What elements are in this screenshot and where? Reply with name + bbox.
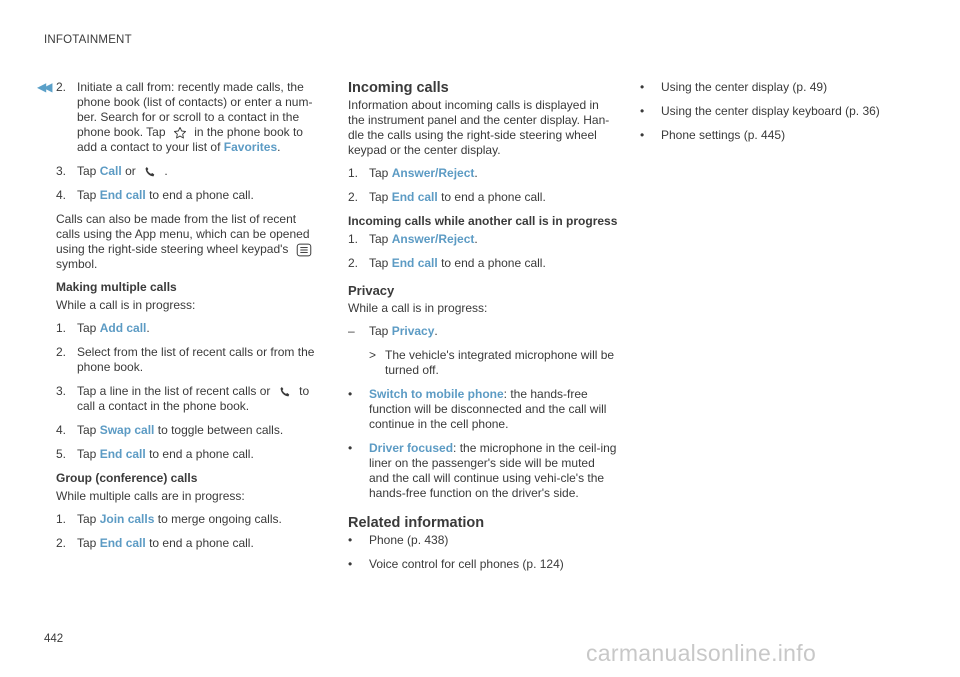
related-item[interactable]: • Voice control for cell phones (p. 124) (348, 557, 564, 571)
phone-icon (278, 385, 292, 399)
answer-reject-link[interactable]: Answer/Reject (391, 232, 475, 246)
answer-reject-link[interactable]: Answer/Reject (391, 166, 475, 180)
group-step-1: 1. Tap Join calls to merge ongoing calls. (56, 512, 282, 526)
incoming-step-1: 1. Tap Answer/Reject. (348, 166, 478, 180)
end-call-link[interactable]: End call (99, 188, 146, 202)
another-step-1: 1. Tap Answer/Reject. (348, 232, 478, 246)
page-number: 442 (44, 633, 64, 645)
incoming-calls-heading: Incoming calls (348, 80, 449, 96)
back-arrows-icon[interactable]: ◀◀ (37, 80, 50, 94)
step-3: 3. Tap Call or . (56, 164, 168, 178)
star-icon (173, 126, 187, 140)
related-info-heading: Related information (348, 515, 485, 531)
another-call-heading: Incoming calls while another call is in progress (348, 214, 618, 228)
multi-step-3: 3. Tap a line in the list of recent calls or to call a contact in the phone book. (56, 384, 310, 413)
list-menu-icon (296, 243, 312, 257)
multi-step-5: 5. Tap End call to end a phone call. (56, 447, 254, 461)
column-1 (56, 80, 318, 560)
switch-to-mobile-link[interactable]: Switch to mobile phone (369, 387, 504, 401)
another-step-2: 2. Tap End call to end a phone call. (348, 256, 546, 270)
join-calls-link[interactable]: Join calls (99, 512, 155, 526)
end-call-link[interactable]: End call (391, 256, 438, 270)
privacy-link[interactable]: Privacy (391, 324, 435, 338)
add-call-link[interactable]: Add call (99, 321, 147, 335)
column-2 (348, 80, 618, 581)
privacy-heading: Privacy (348, 283, 395, 298)
group-step-2: 2. Tap End call to end a phone call. (56, 536, 254, 550)
privacy-result: > The vehicle's integrated microphone will be turned off. (369, 348, 615, 377)
multi-step-1: 1. Tap Add call. (56, 321, 150, 335)
end-call-link[interactable]: End call (99, 447, 146, 461)
incoming-intro: Information about incoming calls is displayed in the instrument panel and the center display. Han-dle the calls using the right-side steering wheel keypad or the center display. (348, 98, 610, 157)
privacy-bullet-mobile: • Switch to mobile phone: the hands-free function will be disconnected and the call will continue in the cell phone. (348, 387, 607, 431)
privacy-bullet-driver: • Driver focused: the microphone in the ceil-ing liner on the passenger's side will be muted and the call will continue using vehi-cle's the hands-free function on the driver's side. (348, 441, 617, 500)
related-item[interactable]: • Using the center display (p. 49) (640, 80, 828, 94)
step-4: 4. Tap End call to end a phone call. (56, 188, 254, 202)
favorites-link[interactable]: Favorites (223, 140, 278, 154)
section-title: INFOTAINMENT (44, 34, 132, 46)
privacy-step: – Tap Privacy. (348, 324, 438, 338)
recent-calls-paragraph: Calls can also be made from the list of recent calls using the App menu, which can be opened using the right-side steering wheel keypad's symbol. (56, 212, 318, 272)
multi-step-2: 2. Select from the list of recent calls or from the phone book. (56, 345, 315, 374)
end-call-link[interactable]: End call (391, 190, 438, 204)
privacy-intro: While a call is in progress: (348, 301, 488, 315)
step-2: 2. Initiate a call from: recently made calls, the phone book (list of contacts) or enter a num-ber. Search for or scroll to a contact in the phone book. Tap in the phone book to add a contact to your list of Favorites. (56, 80, 313, 154)
column-3 (640, 80, 910, 152)
swap-call-link[interactable]: Swap call (99, 423, 155, 437)
group-calls-heading: Group (conference) calls (56, 471, 198, 485)
related-item[interactable]: • Phone (p. 438) (348, 533, 449, 547)
multi-step-4: 4. Tap Swap call to toggle between calls. (56, 423, 284, 437)
related-item[interactable]: • Phone settings (p. 445) (640, 128, 786, 142)
related-item[interactable]: • Using the center display keyboard (p. 36) (640, 104, 880, 118)
phone-icon (143, 165, 157, 179)
end-call-link[interactable]: End call (99, 536, 146, 550)
making-multiple-calls-heading: Making multiple calls (56, 280, 177, 294)
driver-focused-link[interactable]: Driver focused (369, 441, 454, 455)
group-intro: While multiple calls are in progress: (56, 489, 245, 503)
multi-intro: While a call is in progress: (56, 298, 196, 312)
incoming-step-2: 2. Tap End call to end a phone call. (348, 190, 546, 204)
call-link[interactable]: Call (99, 164, 122, 178)
watermark: carmanualsonline.info (586, 640, 817, 666)
